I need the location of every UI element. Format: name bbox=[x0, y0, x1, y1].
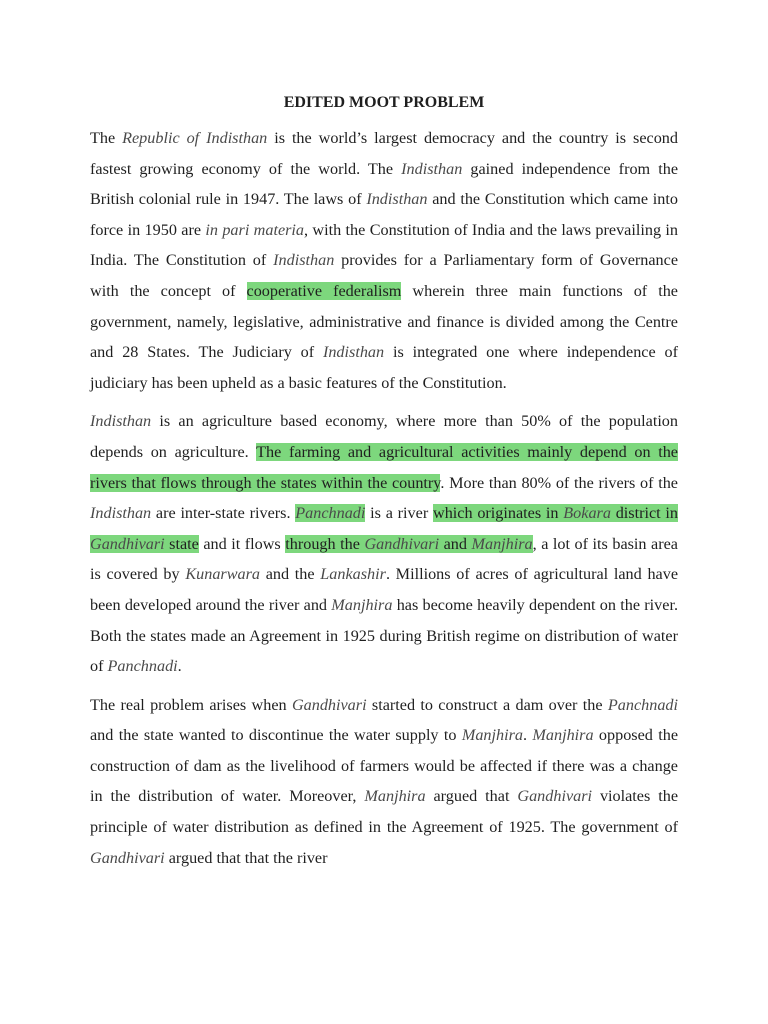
italic-text-run: Indisthan bbox=[366, 190, 428, 209]
text-run: wherein three main functions of the government, namely, legislative, administrative and finance is divided among the Centre and 28 States. The Judiciary of bbox=[90, 281, 678, 362]
text-run: violates the principle of water distribution as defined in the Agreement of 1925. The government of bbox=[90, 787, 678, 837]
text-run: . bbox=[523, 726, 533, 745]
text-run: and the Constitution which came into force in 1950 are bbox=[90, 190, 678, 239]
paragraph-2 bbox=[90, 406, 678, 681]
italic-text-run: Republic of Indisthan bbox=[122, 129, 268, 147]
highlighted-text-run: cooperative federalism bbox=[246, 281, 402, 300]
text-run: is a river bbox=[365, 504, 433, 523]
highlighted-text-run: which originates in bbox=[433, 504, 564, 523]
italic-text-run: Kunarwara bbox=[185, 565, 260, 584]
highlighted-text-run: Manjhira bbox=[471, 534, 533, 553]
document-title: EDITED MOOT PROBLEM bbox=[283, 94, 485, 111]
italic-text-run: Panchnadi bbox=[607, 695, 679, 714]
text-run: The real problem arises when bbox=[90, 695, 292, 714]
paragraph-1 bbox=[90, 123, 678, 398]
text-run: and the bbox=[260, 565, 321, 584]
italic-text-run: Lankashir bbox=[320, 565, 386, 584]
text-run: provides for a Parliamentary form of Governance with the concept of bbox=[90, 251, 679, 300]
text-run: . More than 80% of the rivers of the bbox=[440, 473, 678, 492]
highlighted-text-run: Panchnadi bbox=[295, 504, 366, 523]
paragraph-3 bbox=[90, 690, 678, 874]
text-run: opposed the construction of dam as the livelihood of farmers would be affected if there was a change in the distribution of water. Moreover, bbox=[90, 726, 679, 806]
text-run: argued that that the river bbox=[164, 848, 328, 867]
text-run: . Millions of acres of agricultural land have been developed around the river and bbox=[90, 565, 679, 614]
text-run: gained independence from the British colonial rule in 1947. The laws of bbox=[90, 159, 679, 209]
text-run: The bbox=[90, 129, 123, 147]
italic-text-run: Gandhivari bbox=[291, 695, 367, 714]
text-run: is the world’s largest democracy and the country is second fastest growing economy of the world. The bbox=[90, 129, 678, 178]
text-run: is an agriculture based economy, where more than 50% of the population depends on agriculture. bbox=[90, 412, 678, 461]
italic-text-run: Manjhira bbox=[331, 595, 393, 614]
text-run: and the state wanted to discontinue the water supply to bbox=[90, 726, 462, 745]
italic-text-run: Indisthan bbox=[90, 504, 152, 523]
text-run: argued that bbox=[425, 787, 518, 806]
highlighted-text-run: The farming and agricultural activities mainly depend on the rivers that flows through the states within the country bbox=[90, 442, 678, 492]
text-run: , with the Constitution of India and the laws prevailing in India. The Constitution of bbox=[90, 220, 678, 270]
italic-text-run: Manjhira bbox=[364, 787, 426, 806]
text-run: has become heavily dependent on the river. Both the states made an Agreement in 1925 during British regime on distribution of water of bbox=[90, 595, 678, 676]
italic-text-run: Manjhira bbox=[532, 726, 594, 745]
highlighted-text-run: and bbox=[439, 534, 472, 553]
italic-text-run: Indisthan bbox=[322, 343, 385, 362]
italic-text-run: in pari materia bbox=[205, 220, 305, 239]
text-run: started to construct a dam over the bbox=[366, 695, 608, 714]
italic-text-run: Indisthan bbox=[90, 412, 152, 431]
highlighted-text-run: state bbox=[164, 534, 199, 553]
text-run: , a lot of its basin area is covered by bbox=[90, 534, 678, 584]
italic-text-run: Indisthan bbox=[273, 251, 335, 270]
italic-text-run: Indisthan bbox=[401, 159, 463, 178]
italic-text-run: Manjhira bbox=[461, 726, 523, 745]
document-page bbox=[90, 92, 678, 881]
highlighted-text-run: district in bbox=[610, 504, 679, 523]
italic-text-run: Panchnadi bbox=[107, 657, 178, 676]
text-run: . bbox=[177, 657, 182, 676]
italic-text-run: Gandhivari bbox=[90, 848, 165, 867]
text-run: and it flows bbox=[198, 534, 286, 553]
highlighted-text-run: Gandhivari bbox=[364, 534, 440, 553]
highlighted-text-run: Bokara bbox=[563, 504, 611, 523]
text-run: is integrated one where independence of judiciary has been upheld as a basic features of the Constitution. bbox=[90, 343, 678, 392]
highlighted-text-run: through the bbox=[285, 534, 365, 553]
highlighted-text-run: Gandhivari bbox=[90, 534, 165, 553]
italic-text-run: Gandhivari bbox=[517, 787, 593, 806]
text-run: are inter-state rivers. bbox=[151, 504, 296, 523]
